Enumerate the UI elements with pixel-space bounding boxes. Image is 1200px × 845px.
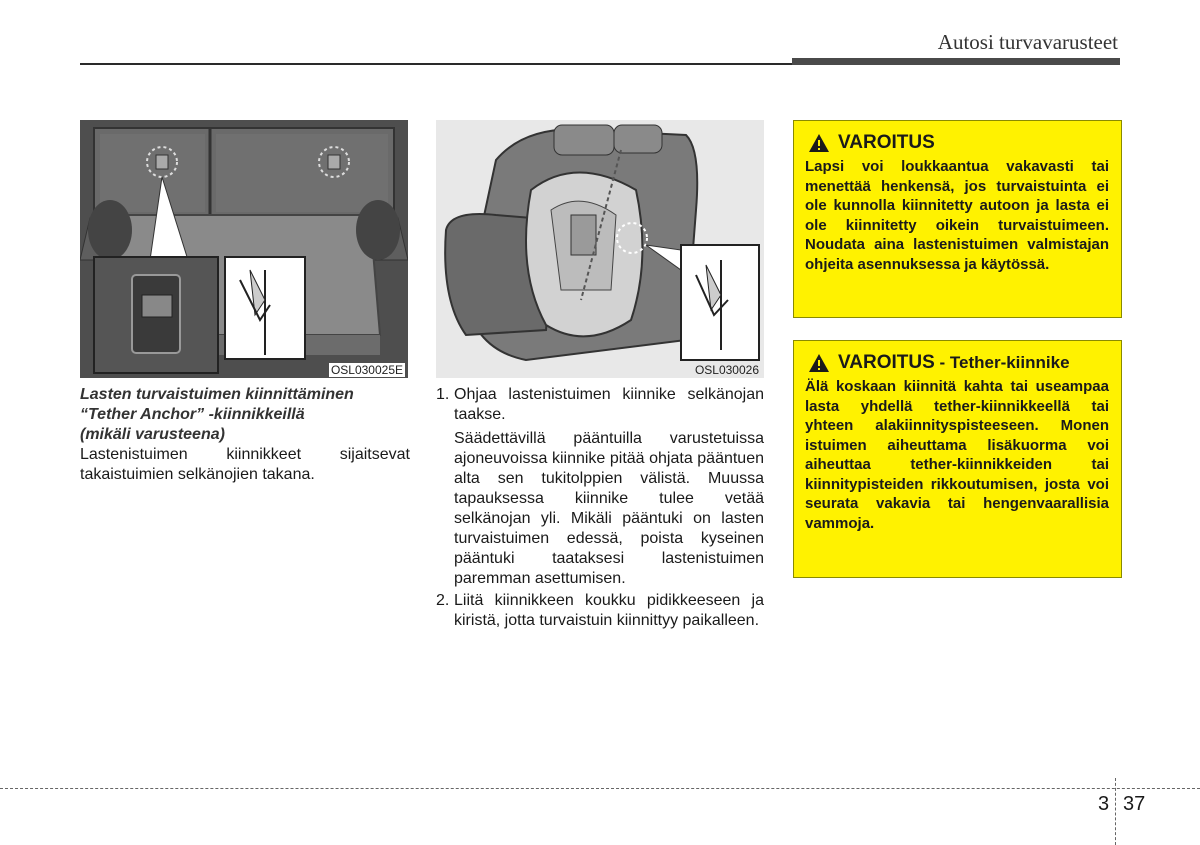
column-left-text <box>80 385 410 485</box>
body-paragraph: Lastenistuimen kiinnikkeet sijaitsevat takaistuimien selkänojien takana. <box>80 446 410 483</box>
step-number: 2. <box>436 592 450 609</box>
page-number: 37 <box>1123 793 1146 815</box>
warning-title: VAROITUS <box>838 132 935 153</box>
child-seat-illustration <box>436 120 764 378</box>
warning-header <box>808 353 1109 373</box>
page-header-title: Autosi turvavarusteet <box>937 30 1118 54</box>
warning-triangle-icon <box>808 353 830 373</box>
header-rule-thick <box>792 58 1120 65</box>
warning-box-2 <box>793 340 1122 578</box>
chapter-number: 3 <box>1098 793 1110 815</box>
step-note: Säädettävillä pääntuilla varustetuissa ajoneuvoissa kiinnike pitää ohjata pääntuen alta sen tukitolppien välistä. Muussa tapauksessa kiinnike tulee vetää selkänojan yli. Mikäli pääntuki on lasten turvaistuimen edessä, poista kyseinen pääntuki taataksesi lastenistuimen paremman asettumisen. <box>454 430 764 587</box>
step-text: Liitä kiinnikkeen koukku pidikkeeseen ja kiristä, jotta turvaistuin kiinnittyy paikalleen. <box>454 592 764 629</box>
warning-body: Lapsi voi loukkaantua vakavasti tai menettää henkensä, jos turvaistuinta ei ole kunnolla kiinnitetty autoon ja lasta ei ole kiinnitetty oikein turvaistuimeen. Noudata aina lastenistuimen valmistajan ohjeita asennuksessa ja käytössä. <box>805 158 1109 273</box>
caption-line: “Tether Anchor” -kiinnikkeillä <box>80 406 305 423</box>
step-1 <box>436 385 764 425</box>
step-text: Ohjaa lastenistuimen kiinnike selkänojan taakse. <box>454 386 764 423</box>
warning-title: VAROITUS <box>838 352 935 373</box>
figure-code: OSL030025E <box>330 363 403 377</box>
warning-subtitle: - Tether-kiinnike <box>934 353 1070 372</box>
warning-header <box>808 133 1109 153</box>
footer-separator <box>1115 778 1116 845</box>
warning-triangle-icon <box>808 133 830 153</box>
caption-line: Lasten turvaistuimen kiinnittäminen <box>80 386 354 403</box>
step-number: 1. <box>436 386 450 403</box>
figure-code: OSL030026 <box>694 363 759 377</box>
header-rule-thin <box>80 63 792 65</box>
child-seat-drawing <box>436 120 764 378</box>
cargo-area-illustration <box>80 120 408 378</box>
warning-body: Älä koskaan kiinnitä kahta tai useampaa lasta yhdellä tether-kiinnikkeellä tai yhteen alakiinnityspisteeseen. Monen istuimen aiheuttama lisäkuorma voi aiheuttaa tether-kiinnikkeiden tai kiinnitypisteiden rikkoutumisen, josta voi seurata vakavia tai hengenvaarallisia vammoja. <box>805 378 1109 532</box>
caption-line: (mikäli varusteena) <box>80 426 225 443</box>
cargo-area-drawing <box>80 120 408 378</box>
warning-box-1 <box>793 120 1122 318</box>
column-middle-text <box>436 385 764 631</box>
step-2 <box>436 591 764 631</box>
footer-rule <box>0 788 1200 789</box>
